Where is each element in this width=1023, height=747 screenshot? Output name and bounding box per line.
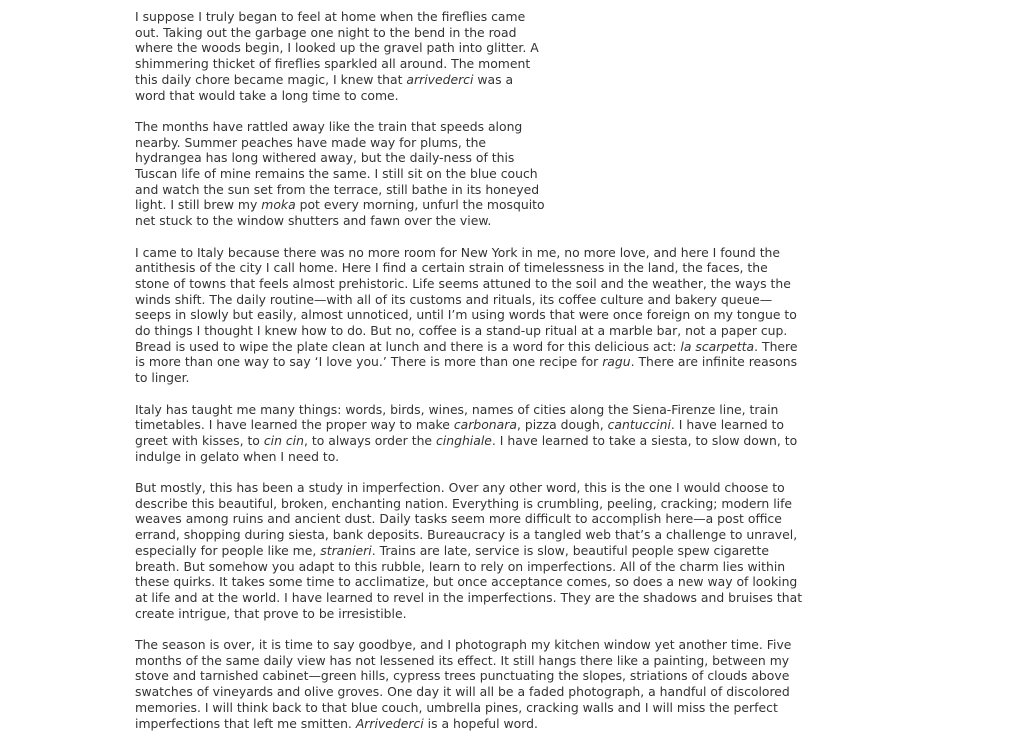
italic-term: moka xyxy=(261,197,296,213)
italic-term: carbonara xyxy=(453,417,517,433)
italic-term: Arrivederci xyxy=(355,715,424,731)
italic-term: stranieri xyxy=(320,542,372,558)
paragraph-text: The season is over, it is time to say goodbye, and I photograph my kitchen window yet another time. Five months of the same daily view has not lessened its effect. It still hangs there like a painting, between my stove and tarnished cabinet—green hills, cypress trees punctuating the slopes, striations of clouds above swatches of vineyards and olive groves. One day it will all be a faded photograph, a handful of discolored memories. I will think back to that blue couch, umbrella pines, cracking walls and I will miss the perfect imperfections that left me smitten. xyxy=(135,637,792,731)
paragraph-text: . I have learned to greet with kisses, to xyxy=(135,417,784,448)
paragraph-text: . There is more than one way to say ‘I love you.’ There is more than one recipe for xyxy=(135,338,798,370)
paragraph-text: pot every morning, unfurl the mosquito net stuck to the window shutters and fawn over the view. xyxy=(135,197,545,229)
italic-term: cantuccini xyxy=(607,417,671,433)
paragraph-text: , to always order the xyxy=(303,432,436,448)
paragraph-text: I came to Italy because there was no more room for New York in me, no more love, and here I found the antithesis of the city I call home. Here I find a certain strain of timelessness in the land, the faces, the stone of towns that feels almost prehistoric. Life seems attuned to the soil and the weather, the ways the winds shift. The daily routine—with all of its customs and rituals, its coffee culture and bakery queue—seeps in slowly but easily, almost unnoticed, until I’m using words that were once foreign on my tongue to do things I thought I knew how to do. But no, coffee is a stand-up ritual at a marble bar, not a paper cup. Bread is used to wipe the plate clean at lunch and there is a word for this delicious act: xyxy=(135,244,797,354)
paragraph-text: is a hopeful word. xyxy=(423,715,538,731)
italic-term: la scarpetta xyxy=(680,338,755,354)
paragraph-text: . Trains are late, service is slow, beautiful people spew cigarette breath. But somehow you adapt to this rubble, learn to rely on imperfections. All of the charm lies within these quirks. It takes some time to acclimatize, but once acceptance comes, so does a new way of looking at life and at the world. I have learned to revel in the imperfections. They are the shadows and bruises that create intrigue, that prove to be irresistible. xyxy=(135,542,803,621)
article-body xyxy=(135,9,805,747)
article-paragraph xyxy=(135,245,805,386)
italic-term: arrivederci xyxy=(406,71,474,87)
paragraph-text: Italy has taught me many things: words, birds, wines, names of cities along the Siena-Firenze line, train timetables. I have learned the proper way to make xyxy=(135,401,779,433)
paragraph-text: I suppose I truly began to feel at home when the fireflies came out. Taking out the garbage one night to the bend in the road where the woods begin, I looked up the gravel path into glitter. A shimmering thicket of fireflies sparkled all around. The moment this daily chore became magic, I knew that xyxy=(135,9,539,87)
paragraph-text: , pizza dough, xyxy=(516,417,608,433)
italic-term: cin cin xyxy=(263,432,304,448)
paragraph-text: The months have rattled away like the train that speeds along nearby. Summer peaches have made way for plums, the hydrangea has long withered away, but the daily-ness of this Tuscan life of mine remains the same. I still sit on the blue couch and watch the sun set from the terrace, still bathe in its honeyed light. I still brew my xyxy=(135,118,540,213)
italic-term: ragu xyxy=(602,354,631,370)
paragraph-text: . There are infinite reasons to linger. xyxy=(135,354,798,386)
article-paragraph xyxy=(135,119,545,229)
italic-term: cinghiale xyxy=(435,432,492,448)
article-paragraph xyxy=(135,9,545,103)
paragraph-text: . I have learned to take a siesta, to slow down, to indulge in gelato when I need to. xyxy=(135,432,798,464)
article-paragraph xyxy=(135,480,805,621)
article-paragraph xyxy=(135,637,805,731)
paragraph-text: was a word that would take a long time to come. xyxy=(135,71,514,103)
paragraph-text: But mostly, this has been a study in imperfection. Over any other word, this is the one I would choose to describe this beautiful, broken, enchanting nation. Everything is crumbling, peeling, cracking; modern life weaves among ruins and ancient dust. Daily tasks seem more difficult to accomplish here—a post office errand, shopping during siesta, bank deposits. Bureaucracy is a tangled web that’s a challenge to unravel, especially for people like me, xyxy=(135,480,798,558)
article-paragraph xyxy=(135,402,805,465)
